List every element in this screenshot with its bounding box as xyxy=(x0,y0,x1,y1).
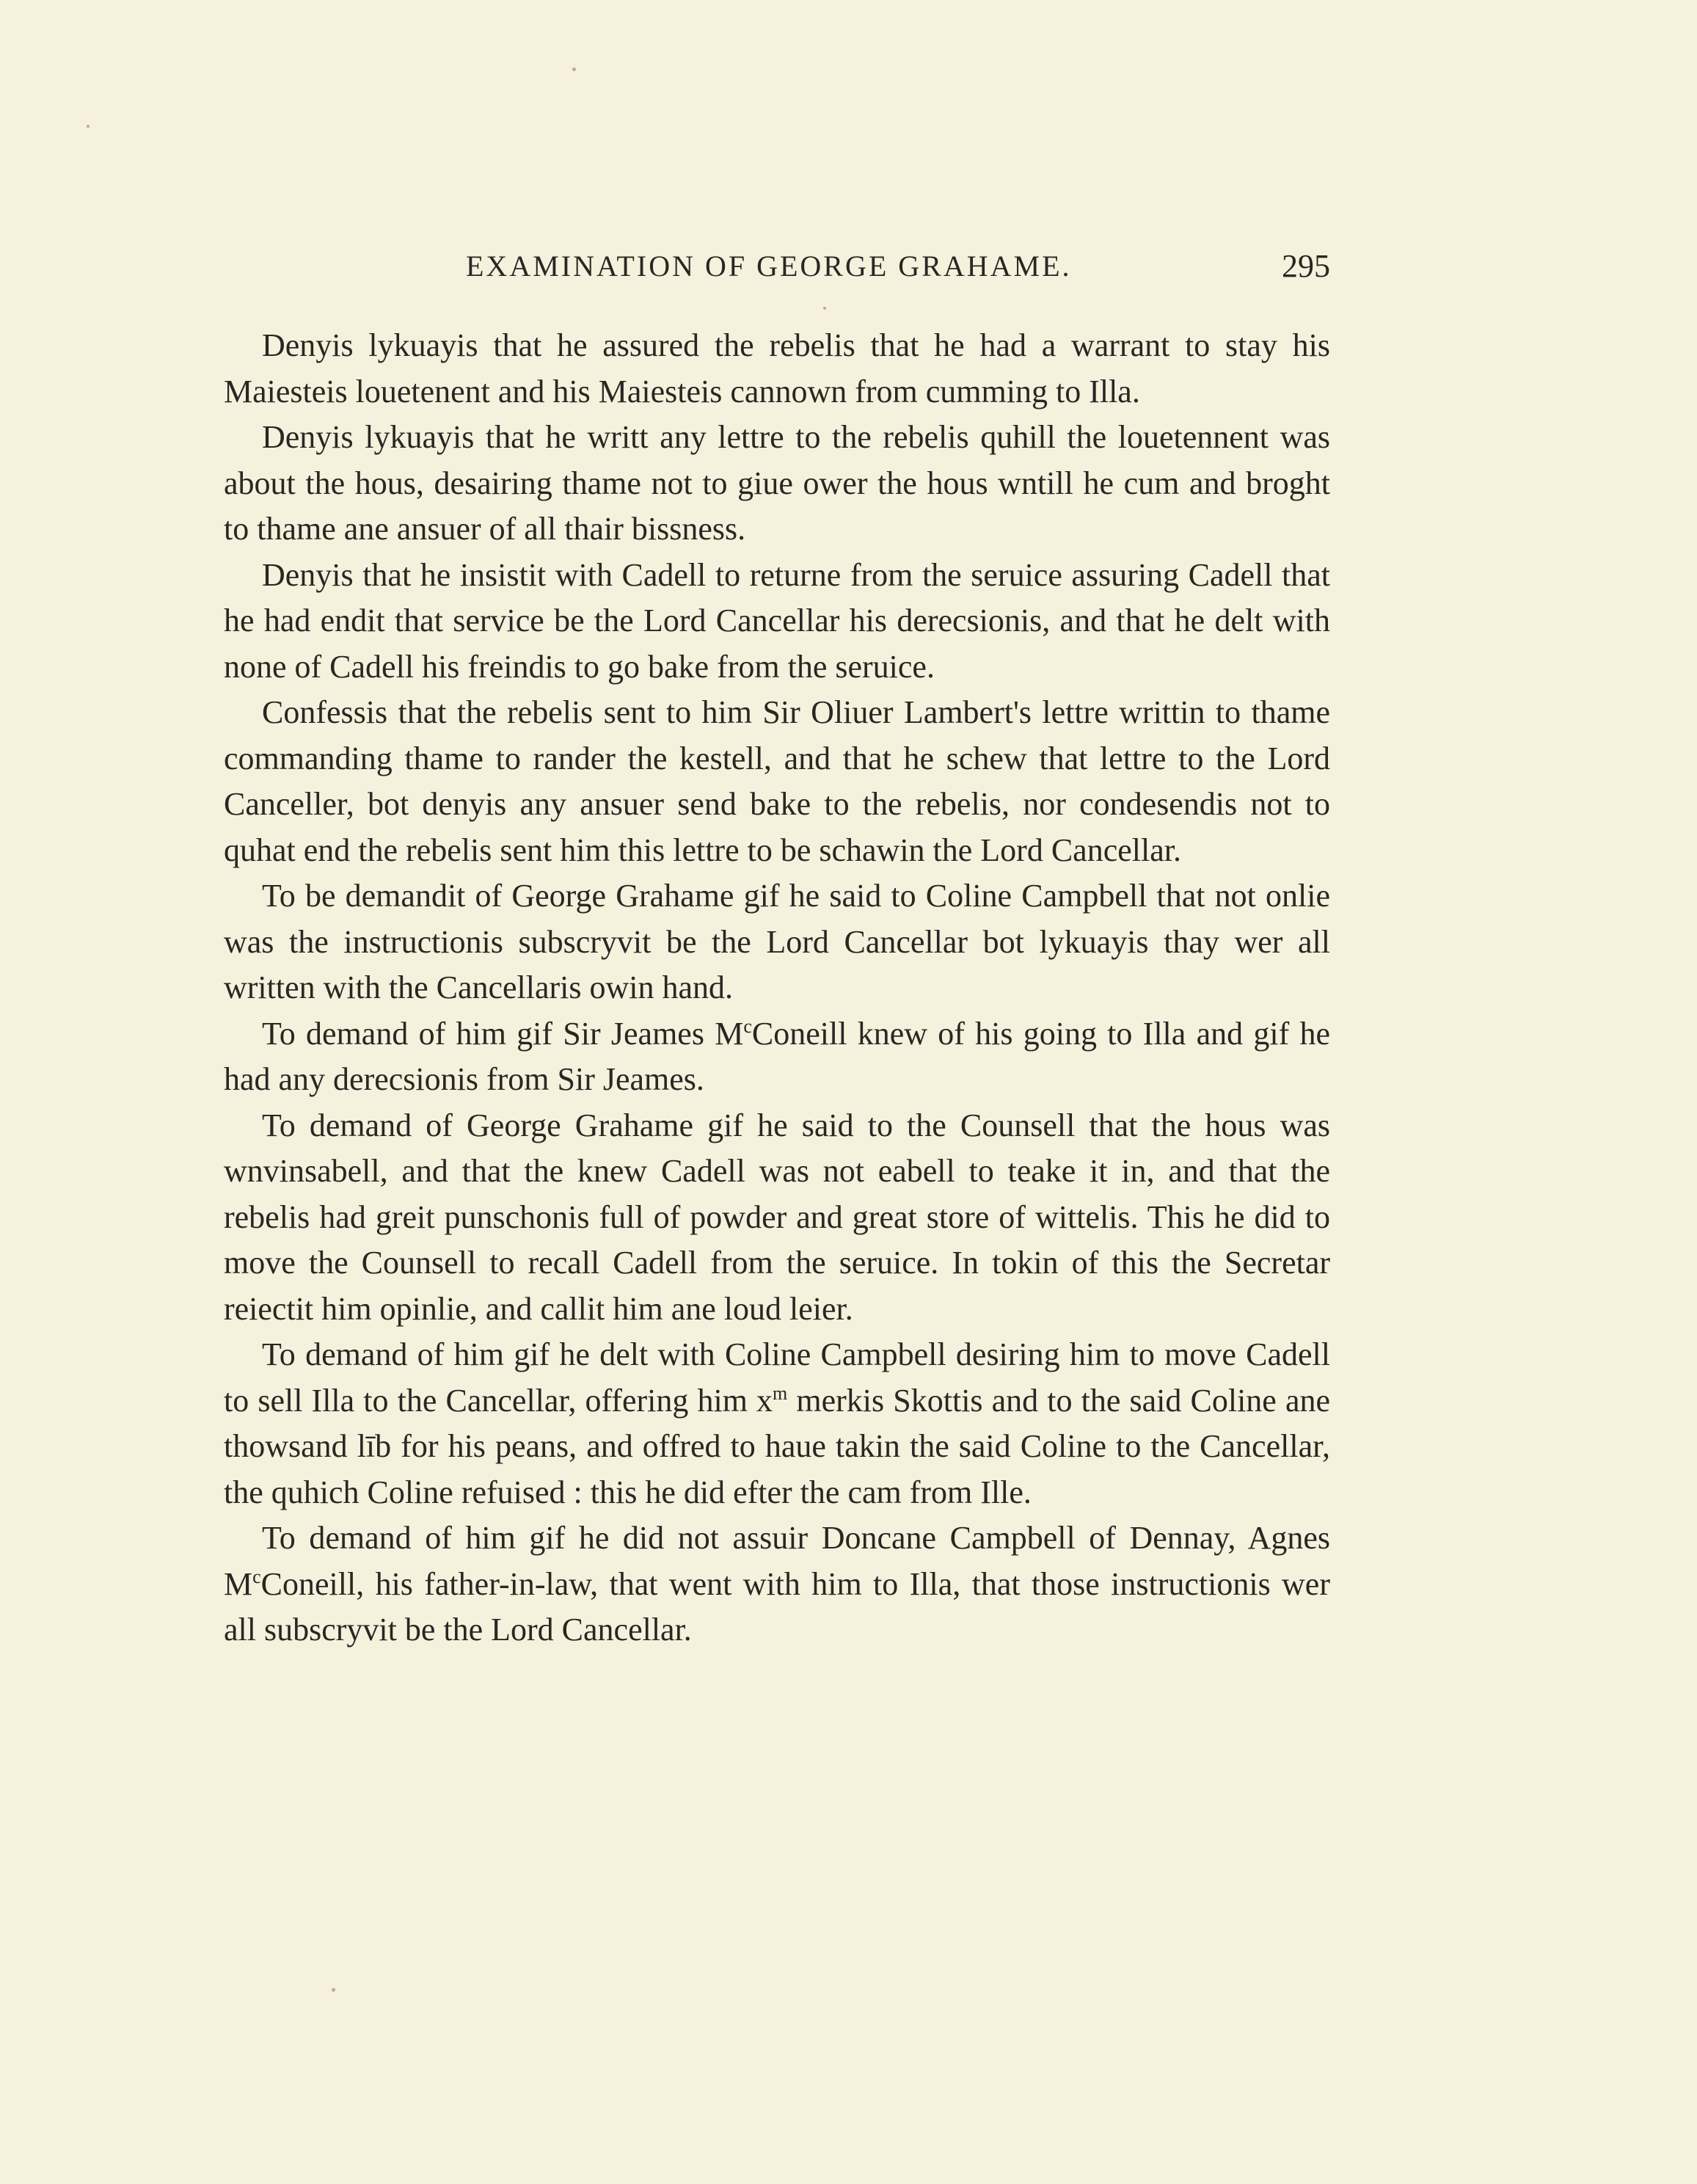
paragraph: To demand of George Grahame gif he said to the Counsell that the hous was wnvinsabell, and that the knew Cadell was not eabell to teake it in, and that the rebelis had greit punschonis full of powder and great store of wittelis. This he did to move the Counsell to recall Cadell from the seruice. In tokin of this the Secretar reiectit him opinlie, and callit him ane loud leier. xyxy=(224,1107,1330,1327)
superscript: c xyxy=(252,1565,261,1587)
paragraph: Denyis lykuayis that he writt any lettre to the rebelis quhill the louetennent was about the hous, desairing thame not to giue ower the hous wntill he cum and broght to thame ane ansuer of all thair bissness. xyxy=(224,419,1330,547)
running-title: EXAMINATION OF GEORGE GRAHAME. xyxy=(466,250,1072,283)
paragraph-text: To demand of him gif he delt with Coline Campbell desiring him to move Cadell to sell Illa to the Cancellar, offering him x xyxy=(224,1336,1330,1419)
paragraph: Denyis lykuayis that he assured the rebelis that he had a warrant to stay his Maiesteis louetenent and his Maiesteis cannown from cumming to Illa. xyxy=(224,327,1330,410)
paragraph: To be demandit of George Grahame gif he said to Coline Campbell that not onlie was the instructionis subscryvit be the Lord Cancellar bot lykuayis thay wer all written with the Cancellaris owin hand. xyxy=(224,878,1330,1005)
superscript: m xyxy=(773,1382,788,1404)
paragraph: Confessis that the rebelis sent to him Sir Oliuer Lambert's lettre writtin to thame commanding thame to rander the kestell, and that he schew that lettre to the Lord Canceller, bot denyis any ansuer send bake to the rebelis, nor condesendis not to quhat end the rebelis sent him this lettre to be schawin the Lord Cancellar. xyxy=(224,694,1330,868)
paragraph-text: Coneill, his father-in-law, that went with him to Illa, that those instructionis wer all subscryvit be the Lord Cancellar. xyxy=(224,1565,1330,1648)
superscript: c xyxy=(743,1015,752,1037)
paper-speck xyxy=(87,125,90,128)
paragraph-text: To demand of him gif Sir Jeames M xyxy=(262,1015,744,1052)
paragraph xyxy=(224,1515,1330,1653)
page-number: 295 xyxy=(1282,248,1330,284)
paragraph xyxy=(224,1332,1330,1515)
body-text xyxy=(224,323,1330,1653)
paragraph-text: Coneill knew of his going to Illa and gif he had any derecsionis from Sir Jeames. xyxy=(224,1015,1330,1097)
paragraph-text: To demand of him gif he did not assuir Doncane Campbell of Dennay, Agnes M xyxy=(224,1520,1330,1602)
paper-speck xyxy=(332,1988,335,1992)
paper-speck xyxy=(823,307,826,310)
paragraph-text: merkis Skottis and to the said Coline ane thowsand līb for his peans, and offred to haue takin the said Coline to the Cancellar, the quhich Coline refuised : this he did efter the cam from Ille. xyxy=(224,1382,1331,1510)
page-header xyxy=(224,244,1330,288)
paragraph: Denyis that he insistit with Cadell to returne from the seruice assuring Cadell that he had endit that service be the Lord Cancellar his derecsionis, and that he delt with none of Cadell his freindis to go bake from the seruice. xyxy=(224,556,1330,685)
paragraph xyxy=(224,1011,1330,1103)
paper-speck xyxy=(572,68,576,71)
